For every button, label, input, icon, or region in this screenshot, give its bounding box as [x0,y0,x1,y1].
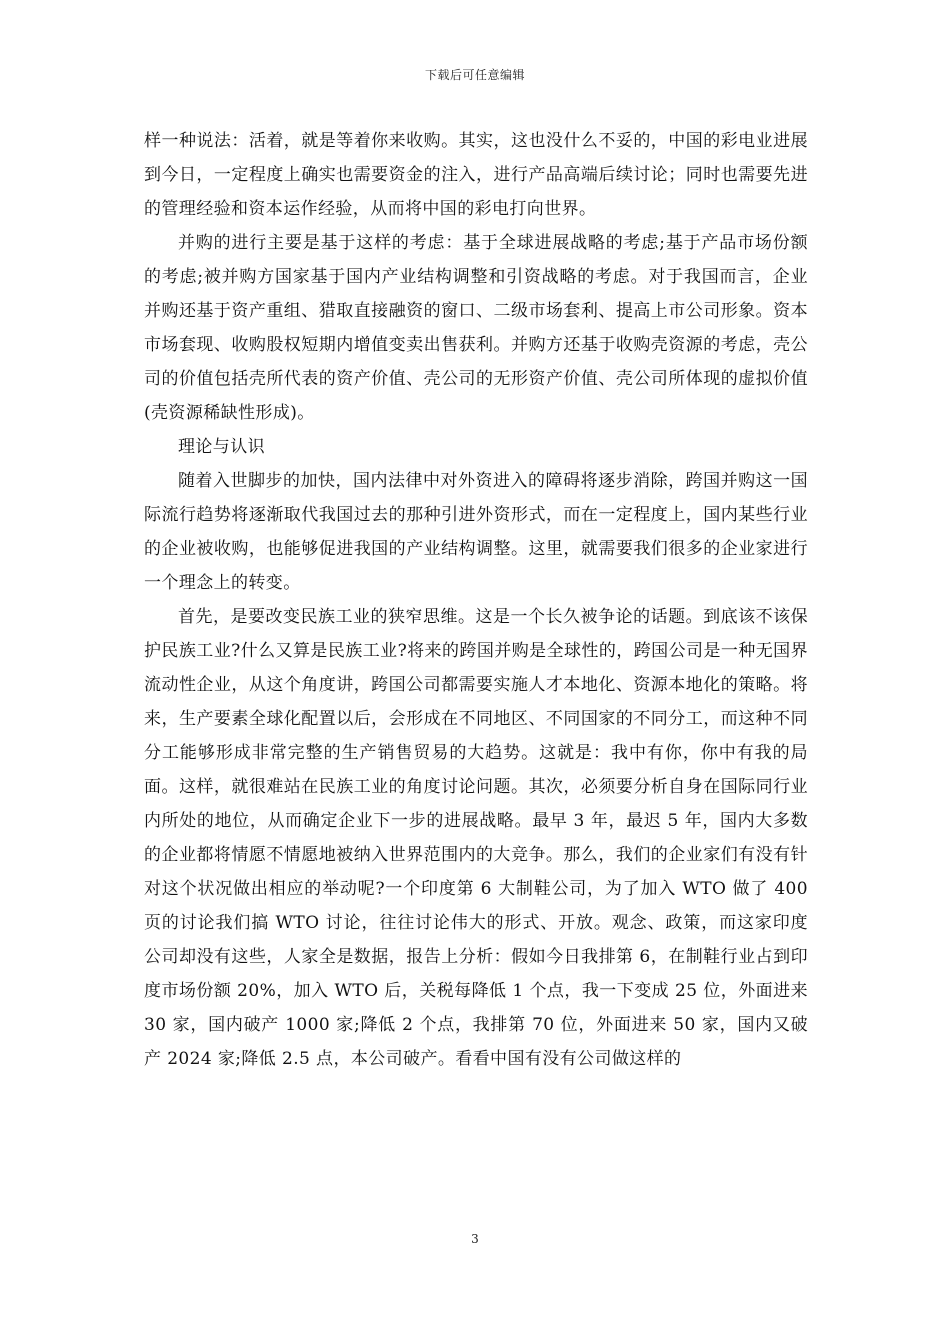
paragraph-continuation: 样一种说法：活着，就是等着你来收购。其实，这也没什么不妥的，中国的彩电业进展到今日，一定程度上确实也需要资金的注入，进行产品高端后续讨论；同时也需要先进的管理经验和资本运作经验，从而将中国的彩电打向世界。 [144,131,808,219]
paragraph-merger-considerations: 并购的进行主要是基于这样的考虑：基于全球进展战略的考虑;基于产品市场份额的考虑;被并购方国家基于国内产业结构调整和引资战略的考虑。对于我国而言，企业并购还基于资产重组、猎取直接融资的窗口、二级市场套利、提高上市公司形象。资本市场套现、收购股权短期内增值变卖出售获利。并购方还基于收购壳资源的考虑，壳公司的价值包括壳所代表的资产价值、壳公司的无形资产价值、壳公司所体现的虚拟价值(壳资源稀缺性形成)。 [144,233,808,423]
section-heading: 理论与认识 [178,437,265,457]
page-number: 3 [471,1232,479,1246]
page-header: 下载后可任意编辑 [424,68,525,82]
document-body [144,124,808,1076]
paragraph-national-industry: 首先，是要改变民族工业的狭窄思维。这是一个长久被争论的话题。到底该不该保护民族工业?什么又算是民族工业?将来的跨国并购是全球性的，跨国公司是一种无国界流动性企业，从这个角度讲，跨国公司都需要实施人才本地化、资源本地化的策略。将来，生产要素全球化配置以后，会形成在不同地区、不同国家的不同分工，而这种不同分工能够形成非常完整的生产销售贸易的大趋势。这就是：我中有你，你中有我的局面。这样，就很难站在民族工业的角度讨论问题。其次，必须要分析自身在国际同行业内所处的地位，从而确定企业下一步的进展战略。最早 3 年，最迟 5 年，国内大多数的企业都将情愿不情愿地被纳入世界范围内的大竞争。那么，我们的企业家们有没有针对这个状况做出相应的举动呢?一个印度第 6 大制鞋公司，为了加入 WTO 做了 400 页的讨论我们搞 WTO 讨论，往往讨论伟大的形式、开放。观念、政策，而这家印度公司却没有这些，人家全是数据，报告上分析：假如今日我排第 6，在制鞋行业占到印度市场份额 20%，加入 WTO 后，关税每降低 1 个点，我一下变成 25 位，外面进来 30 家，国内破产 1000 家;降低 2 个点，我排第 70 位，外面进来 50 家，国内又破产 2024 家;降低 2.5 点，本公司破产。看看中国有没有公司做这样的 [144,607,808,1069]
paragraph-cross-border-mergers: 随着入世脚步的加快，国内法律中对外资进入的障碍将逐步消除，跨国并购这一国际流行趋势将逐渐取代我国过去的那种引进外资形式，而在一定程度上，国内某些行业的企业被收购，也能够促进我国的产业结构调整。这里，就需要我们很多的企业家进行一个理念上的转变。 [144,471,808,593]
